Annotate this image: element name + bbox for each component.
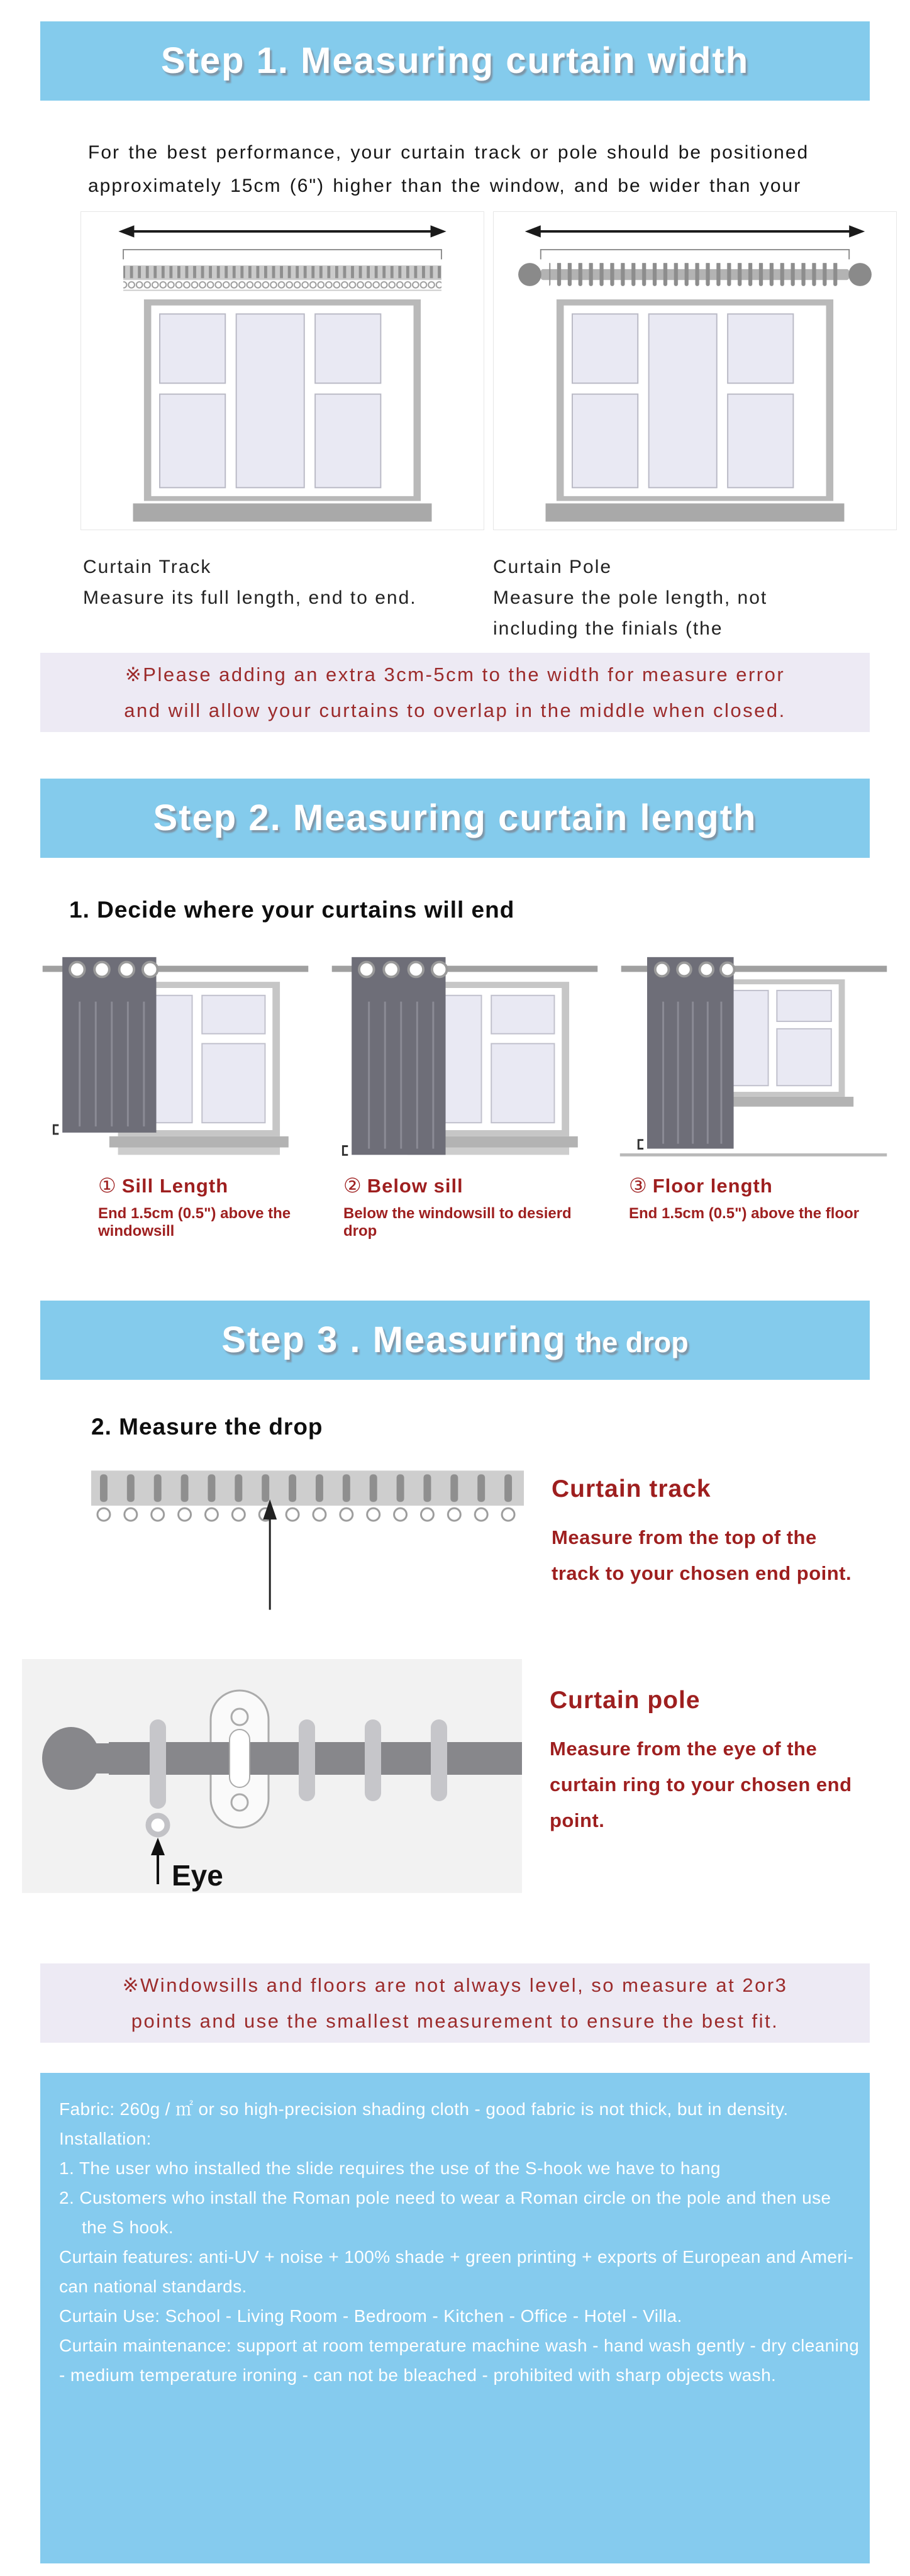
info-line: 2. Customers who install the Roman pole need to wear a Roman circle on the pole and then use [59,2188,831,2207]
bracket-slot [230,1729,250,1787]
length-options-row [33,950,910,1240]
step3-subheading: 2. Measure the drop [91,1414,323,1440]
end-mark [638,1140,643,1149]
track-desc-line: track to your chosen end point. [552,1562,852,1584]
info-line: the S hook. [82,2218,174,2237]
eye-ring [148,1816,167,1835]
curtain-track-caption [83,552,478,644]
step2-subheading: 1. Decide where your curtains will end [69,897,515,923]
note-line: and will allow your curtains to overlap in the middle when closed. [124,699,786,721]
intro-line-1: For the best performance, your curtain track or pole should be positioned [88,142,809,163]
width-captions-row [83,552,910,644]
end-mark [343,1146,348,1155]
step3-header-subtext: the drop [575,1326,689,1358]
pole-instructions [550,1687,852,1893]
curtain-pole-closeup-drawing [22,1659,522,1893]
measure-bracket [541,249,849,258]
pole-desc-line: curtain ring to your chosen end [550,1774,852,1796]
curtain-panel [62,957,157,1133]
floor-length-drawing [611,950,896,1167]
pole-desc-line: point. [550,1809,605,1831]
info-line: Curtain features: anti-UV + noise + 100% shade + green printing + exports of European and Ameri- [59,2247,854,2267]
track-title: Curtain track [552,1475,711,1502]
curtain-pole-window-figure [493,211,897,530]
caption-line: Measure the pole length, not [493,587,768,608]
pole-title: Curtain pole [550,1687,701,1714]
caption-title: Curtain Track [83,557,212,577]
floor-length-caption [611,1174,896,1223]
curtain-track-window-figure [80,211,484,530]
step3-header-text: Step 3 . Measuring [221,1319,567,1360]
sill-length-drawing [33,950,317,1167]
curtain-track-window-drawing [88,213,477,529]
finial-right [848,263,872,286]
step2-header-text: Step 2. Measuring curtain length [153,797,757,838]
note-line: ※Please adding an extra 3cm-5cm to the width for measure error [125,663,785,686]
intro-line-2: approximately 15cm (6") higher than the window, and be wider than your [88,175,802,196]
option-title: Floor length [652,1175,773,1197]
curtain-pole-bar [518,263,872,286]
below-sill-caption [322,1174,606,1240]
window [546,299,845,521]
info-line: Curtain maintenance: support at room temperature machine wash - hand wash gently - dry cleaning [59,2336,860,2355]
finial-left [518,263,541,286]
length-option-below-sill [322,950,606,1240]
info-line: Fabric: 260g / ㎡ or so high-precision shading cloth - good fabric is not thick, but in density. [59,2099,789,2119]
track-desc-line: Measure from the top of the [552,1526,817,1548]
below-sill-drawing [322,950,606,1167]
curtain-panel [647,957,735,1149]
curtain-pole-window-drawing [501,213,889,529]
curtain-track-closeup-figure [91,1467,524,1613]
step1-header-text: Step 1. Measuring curtain width [160,40,750,81]
pole-measure-row [22,1659,910,1893]
caption-line: Measure its full length, end to end. [83,587,417,608]
width-figures-row [80,211,910,530]
caption-line: including the finials (the [493,618,723,639]
length-option-floor [611,950,896,1240]
sill-length-caption [33,1174,317,1240]
note-line: points and use the smallest measurement to ensure the best fit. [131,2010,779,2032]
curtain-track-closeup-drawing [91,1467,524,1613]
step2-header [40,779,870,858]
track-instructions [552,1475,852,1613]
step1-header [40,21,870,101]
up-arrow-icon [263,1499,277,1609]
level-note [40,1963,870,2043]
option-desc: End 1.5cm (0.5") above the windowsill [98,1205,291,1240]
info-line: Installation: [59,2129,152,2148]
track-bar [91,1467,524,1524]
caption-title: Curtain Pole [493,557,613,577]
width-arrow-icon [525,225,865,237]
option-number: ① [98,1174,117,1197]
info-line: 1. The user who installed the slide requires the use of the S-hook we have to hang [59,2158,721,2178]
width-note [40,653,870,732]
info-line: Curtain Use: School - Living Room - Bedroom - Kitchen - Office - Hotel - Villa. [59,2306,682,2326]
curtain-pole-caption [493,552,888,644]
product-info-box [40,2073,870,2563]
note-line: ※Windowsills and floors are not always level, so measure at 2or3 [122,1974,788,1996]
window [133,299,432,521]
option-title: Below sill [367,1175,463,1197]
step3-header [40,1301,870,1380]
pole-desc-line: Measure from the eye of the [550,1738,818,1760]
eye-label: Eye [172,1859,223,1892]
track-measure-row [91,1467,910,1613]
option-desc: End 1.5cm (0.5") above the floor [629,1205,860,1222]
end-mark [53,1125,58,1134]
option-number: ③ [629,1174,648,1197]
width-arrow-icon [118,225,446,237]
option-number: ② [343,1174,362,1197]
option-desc: Below the windowsill to desierd drop [343,1205,572,1240]
curtain-pole-closeup-figure [22,1659,522,1893]
option-title: Sill Length [121,1175,229,1197]
info-line: can national standards. [59,2277,247,2296]
measure-bracket [123,249,441,258]
info-line: - medium temperature ironing - can not be bleached - prohibited with sharp objects wash. [59,2365,777,2385]
curtain-track-bar [123,265,441,291]
length-option-sill [33,950,317,1240]
curtain-panel [352,957,447,1155]
step1-intro [88,136,910,203]
